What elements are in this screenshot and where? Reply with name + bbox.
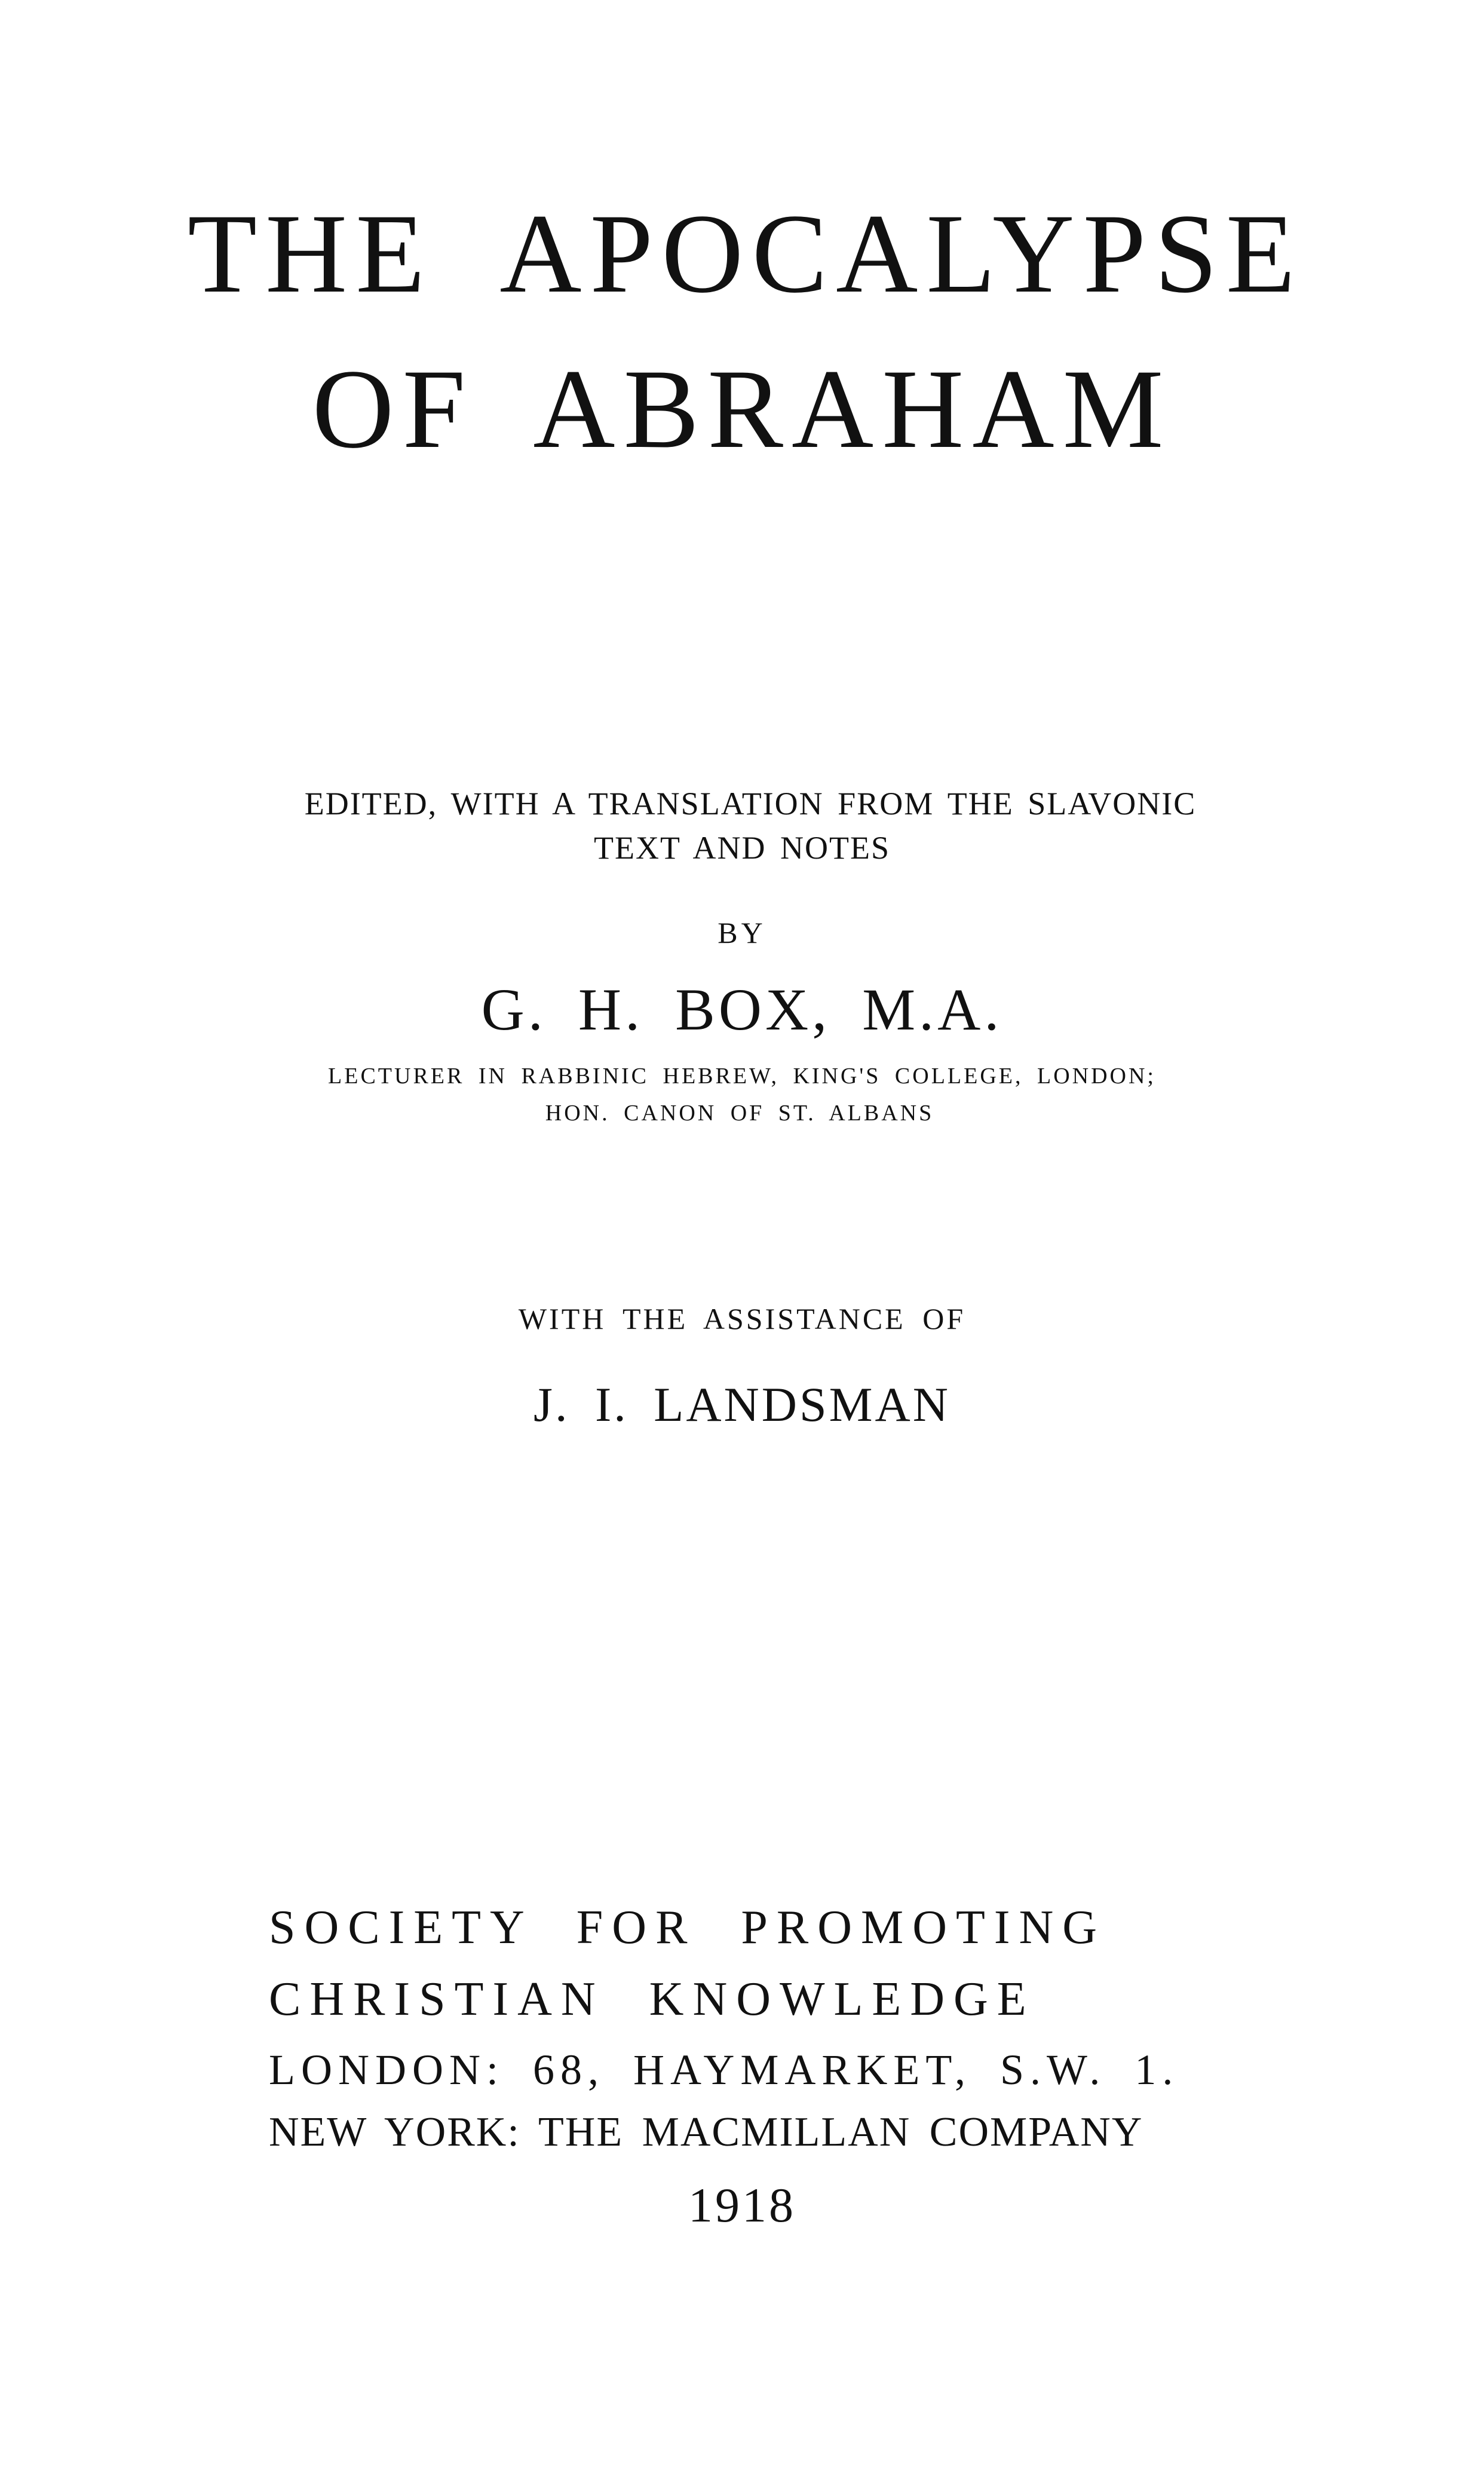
assistant-name: J. I. LANDSMAN	[533, 1377, 951, 1432]
publisher-address-new-york: NEW YORK: THE MACMILLAN COMPANY	[269, 2109, 1143, 2155]
edition-note-line-1: EDITED, WITH A TRANSLATION FROM THE SLAVONIC	[304, 786, 1197, 822]
publisher-address-london: LONDON: 68, HAYMARKET, S.W. 1.	[269, 2046, 1179, 2094]
author-position-line-2: HON. CANON OF ST. ALBANS	[545, 1101, 934, 1126]
by-label: BY	[718, 916, 766, 949]
edition-note-line-2: TEXT AND NOTES	[594, 830, 890, 866]
author-position-line-1: LECTURER IN RABBINIC HEBREW, KING'S COLLEGE, LONDON;	[328, 1064, 1156, 1089]
publisher-line-1: SOCIETY FOR PROMOTING	[269, 1901, 1106, 1954]
assistance-label: WITH THE ASSISTANCE OF	[518, 1302, 966, 1335]
author-name: G. H. BOX, M.A.	[481, 976, 1003, 1043]
book-title-line-1: THE APOCALYPSE	[187, 191, 1304, 317]
publisher-line-2: CHRISTIAN KNOWLEDGE	[269, 1973, 1035, 2026]
publication-year: 1918	[688, 2178, 796, 2232]
book-title-line-2: OF ABRAHAM	[312, 347, 1172, 472]
